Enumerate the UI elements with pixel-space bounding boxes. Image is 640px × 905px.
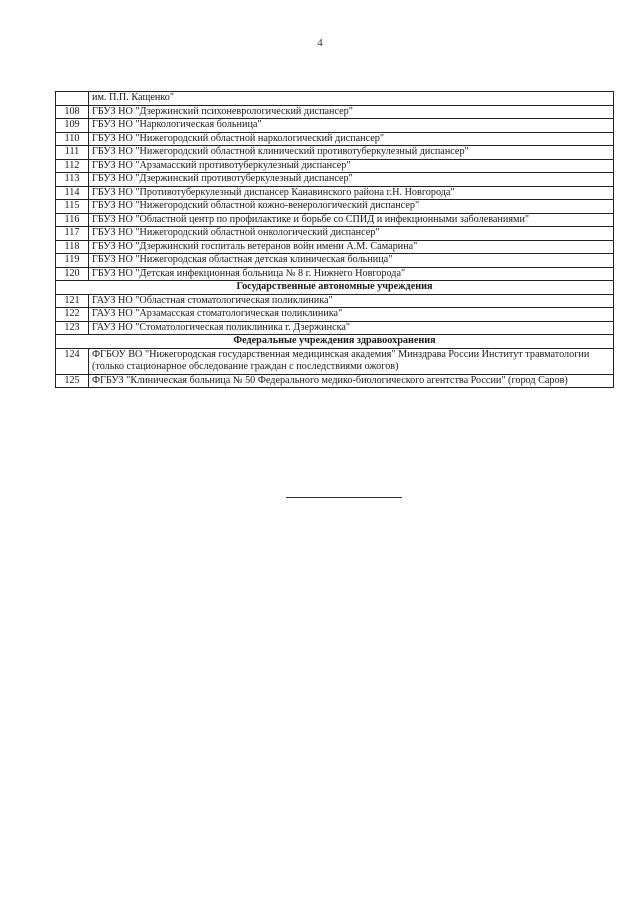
row-number: 109 (56, 119, 89, 133)
institution-name: ГБУЗ НО "Нижегородский областной наркологический диспансер" (89, 132, 614, 146)
table-row (56, 105, 614, 119)
row-number: 118 (56, 240, 89, 254)
table-row (56, 267, 614, 281)
section-header-row (56, 281, 614, 295)
institution-name: ГАУЗ НО "Стоматологическая поликлиника г. Дзержинска" (89, 321, 614, 335)
institution-name: ГБУЗ НО "Нижегородский областной клинический противотуберкулезный диспансер" (89, 146, 614, 160)
section-header-row (56, 335, 614, 349)
table-row (56, 348, 614, 374)
table-row (56, 240, 614, 254)
footer-divider (286, 497, 402, 498)
table-row (56, 92, 614, 106)
table-body (56, 92, 614, 388)
row-number: 112 (56, 159, 89, 173)
row-number: 110 (56, 132, 89, 146)
institution-name: ФГБОУ ВО "Нижегородская государственная медицинская академия" Минздрава России Институт травматологии (только стационарное обследование граждан с последствиями ожогов) (89, 348, 614, 374)
institution-name: ГБУЗ НО "Детская инфекционная больница № 8 г. Нижнего Новгорода" (89, 267, 614, 281)
table-row (56, 294, 614, 308)
section-title: Федеральные учреждения здравоохранения (56, 335, 614, 349)
table-row (56, 213, 614, 227)
row-number: 115 (56, 200, 89, 214)
institution-name: им. П.П. Кащенко" (89, 92, 614, 106)
row-number: 121 (56, 294, 89, 308)
row-number: 111 (56, 146, 89, 160)
table-row (56, 374, 614, 388)
section-title: Государственные автономные учреждения (56, 281, 614, 295)
row-number: 123 (56, 321, 89, 335)
institutions-table (55, 91, 614, 388)
row-number: 117 (56, 227, 89, 241)
row-number: 120 (56, 267, 89, 281)
table-row (56, 200, 614, 214)
institution-name: ГАУЗ НО "Областная стоматологическая поликлиника" (89, 294, 614, 308)
table-row (56, 254, 614, 268)
institution-name: ГБУЗ НО "Противотуберкулезный диспансер Канавинского района г.Н. Новгорода" (89, 186, 614, 200)
table-row (56, 132, 614, 146)
table-row (56, 146, 614, 160)
institution-name: ГБУЗ НО "Дзержинский госпиталь ветеранов войн имени А.М. Самарина" (89, 240, 614, 254)
institution-name: ГБУЗ НО "Наркологическая больница" (89, 119, 614, 133)
institution-name: ГБУЗ НО "Арзамасский противотуберкулезный диспансер" (89, 159, 614, 173)
table-row (56, 173, 614, 187)
institution-name: ГБУЗ НО "Нижегородская областная детская клиническая больница" (89, 254, 614, 268)
row-number: 122 (56, 308, 89, 322)
institution-name: ГБУЗ НО "Дзержинский противотуберкулезный диспансер" (89, 173, 614, 187)
table-row (56, 119, 614, 133)
row-number: 108 (56, 105, 89, 119)
table-row (56, 308, 614, 322)
institution-name: ГБУЗ НО "Нижегородский областной кожно-венерологический диспансер" (89, 200, 614, 214)
row-number (56, 92, 89, 106)
institution-name: ГБУЗ НО "Нижегородский областной онкологический диспансер" (89, 227, 614, 241)
row-number: 116 (56, 213, 89, 227)
row-number: 114 (56, 186, 89, 200)
institution-name: ГБУЗ НО "Дзержинский психоневрологический диспансер" (89, 105, 614, 119)
page-number: 4 (317, 37, 323, 49)
row-number: 119 (56, 254, 89, 268)
row-number: 125 (56, 374, 89, 388)
table-row (56, 186, 614, 200)
table-row (56, 227, 614, 241)
row-number: 113 (56, 173, 89, 187)
table-row (56, 159, 614, 173)
institution-name: ГБУЗ НО "Областной центр по профилактике и борьбе со СПИД и инфекционными заболеваниями" (89, 213, 614, 227)
institution-name: ГАУЗ НО "Арзамасская стоматологическая поликлиника" (89, 308, 614, 322)
institution-name: ФГБУЗ "Клиническая больница № 50 Федерального медико-биологического агентства России" (город Саров) (89, 374, 614, 388)
table-row (56, 321, 614, 335)
row-number: 124 (56, 348, 89, 374)
